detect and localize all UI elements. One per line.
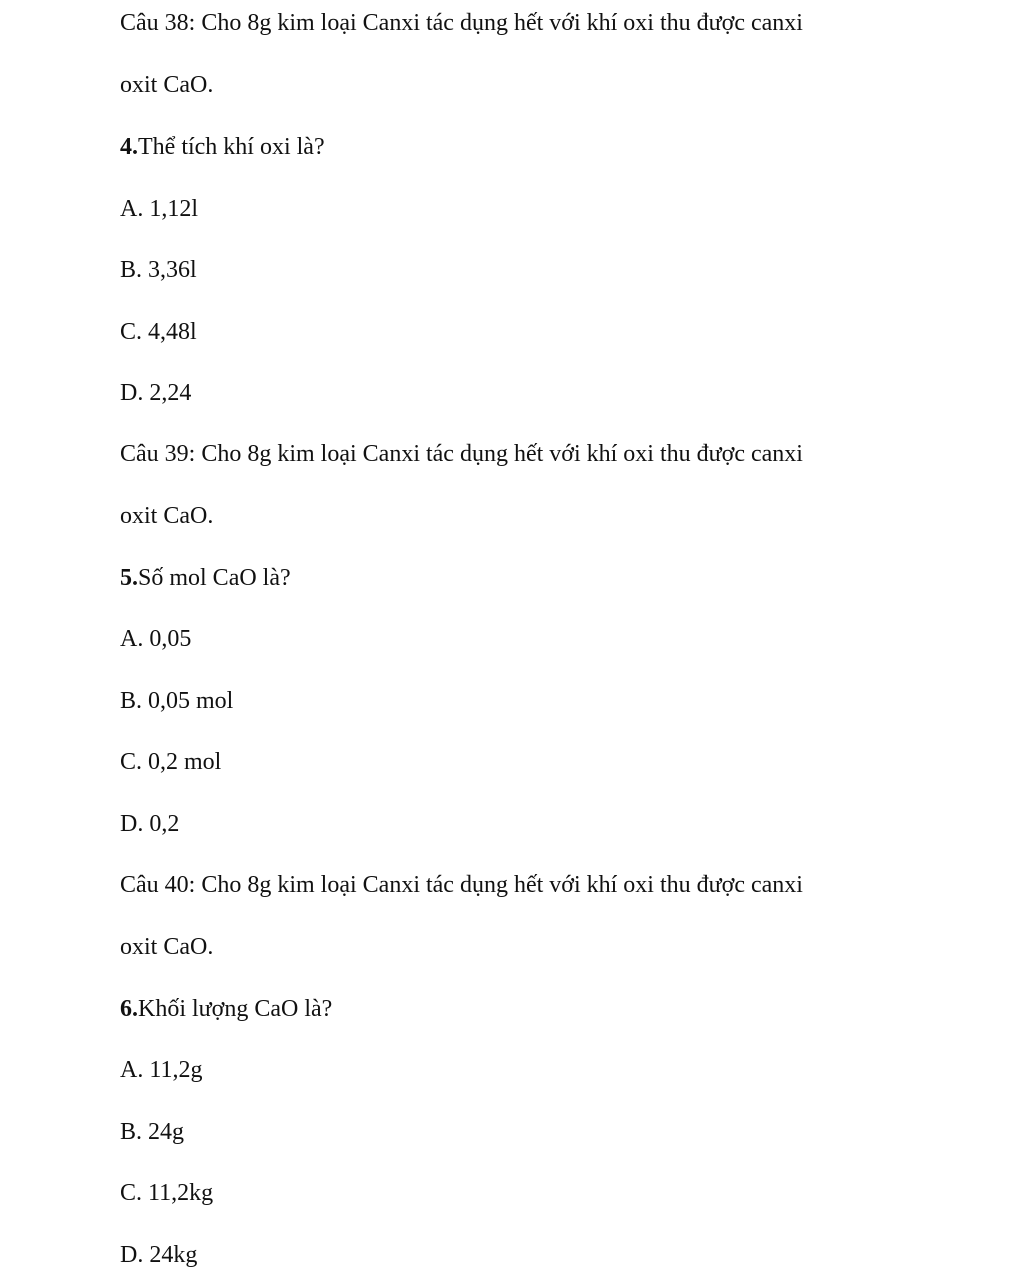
answer-option: D. 2,24: [120, 380, 192, 406]
answer-option: A. 11,2g: [120, 1057, 203, 1083]
answer-option: C. 11,2kg: [120, 1180, 214, 1206]
sub-question: [120, 132, 325, 162]
sub-question-text: Khối lượng CaO là?: [138, 996, 333, 1022]
sub-question-number: 5.: [120, 565, 138, 591]
sub-question: [120, 994, 332, 1024]
answer-option: C. 4,48l: [120, 319, 197, 345]
sub-question-text: Số mol CaO là?: [138, 565, 291, 591]
answer-option: B. 24g: [120, 1119, 185, 1145]
sub-question-text: Thể tích khí oxi là?: [138, 134, 325, 160]
question-stem-line: oxit CaO.: [120, 934, 214, 960]
answer-option: B. 3,36l: [120, 257, 197, 283]
question-stem-line: Câu 39: Cho 8g kim loại Canxi tác dụng hết với khí oxi thu được canxi: [120, 441, 803, 467]
sub-question: [120, 563, 291, 593]
sub-question-number: 6.: [120, 996, 138, 1022]
question-stem-line: Câu 40: Cho 8g kim loại Canxi tác dụng hết với khí oxi thu được canxi: [120, 872, 803, 898]
sub-question-number: 4.: [120, 134, 138, 160]
answer-option: C. 0,2 mol: [120, 749, 222, 775]
question-stem-line: oxit CaO.: [120, 72, 214, 98]
answer-option: B. 0,05 mol: [120, 688, 234, 714]
answer-option: D. 24kg: [120, 1242, 198, 1268]
question-stem-line: oxit CaO.: [120, 503, 214, 529]
answer-option: D. 0,2: [120, 811, 180, 837]
question-stem-line: Câu 38: Cho 8g kim loại Canxi tác dụng hết với khí oxi thu được canxi: [120, 10, 803, 36]
answer-option: A. 0,05: [120, 626, 192, 652]
answer-option: A. 1,12l: [120, 196, 198, 222]
